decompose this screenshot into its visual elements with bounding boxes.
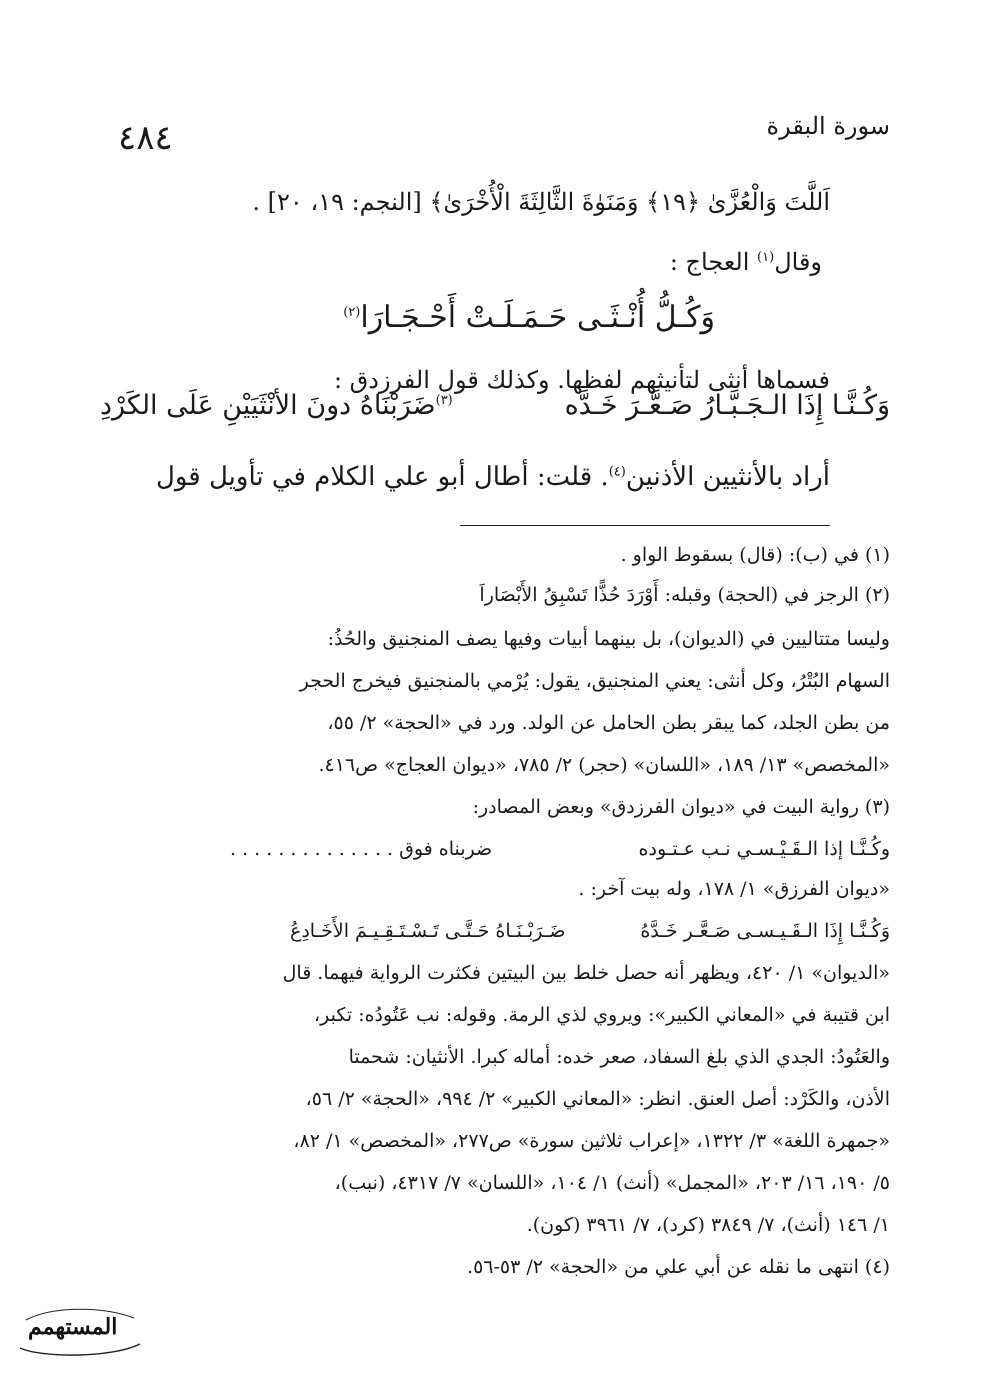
verse-text: وَكُـلُّ أُنْـثَـى حَـمَـلَـتْ أَحْـجَـارَا bbox=[360, 300, 715, 335]
verse-second-hemistich: ضَـرَبْـنَـاهُ حَـتَّـى تَـسْـتَـقِـيـمَ الأَخَـادِعُ bbox=[290, 920, 566, 942]
text-line-said bbox=[670, 248, 822, 277]
seal-lettering: المستهمم bbox=[28, 1314, 118, 1340]
footnote-3-line: «ديوان الفرزق» ١/ ١٧٨، وله بيت آخر: . bbox=[578, 878, 890, 900]
text-fragment: وقال bbox=[774, 248, 822, 276]
text-fragment: العجاج : bbox=[669, 248, 758, 276]
footnote-3-line: والعَتُودُ: الجدي الذي بلغ السفاد، صعر خده: أماله كبرا. الأنثيان: شحمتا bbox=[348, 1046, 890, 1068]
footnote-3-line: «الديوان» ١/ ٤٢٠، ويظهر أنه حصل خلط بين البيتين فكثرت الرواية فيهما. قال bbox=[282, 962, 890, 984]
verse-text: ضَرَبْنَاهُ دونَ الأنْثَيَيْنِ عَلَى الكَرْدِ bbox=[100, 390, 436, 421]
poetry-verse-farazdaq bbox=[100, 390, 890, 450]
footnote-ref-2: (٢) bbox=[343, 305, 361, 320]
verse-first-hemistich: وَكُـنَّـا إِذَا الـقَـيـسـى صَـعَّـر خَـدَّهُ bbox=[640, 920, 890, 942]
footnote-3-line: ٥/ ١٩٠، ١٦/ ٢٠٣، «المجمل» (أنث) ١/ ١٠٤، «اللسان» ٧/ ٤٣١٧، (نبب)، bbox=[334, 1172, 890, 1194]
text-line-farazdaq: فسماها أنثى لتأنيثهم لفظها. وكذلك قول الفرزدق : bbox=[333, 366, 830, 394]
footnote-2-line: السهام البُتْرُ، وكل أنثى: يعني المنجنيق، يقول: يُرْمي بالمنجنيق فيخرج الحجر bbox=[299, 670, 890, 692]
verse-second-hemistich bbox=[100, 390, 453, 422]
footnote-separator bbox=[460, 525, 830, 526]
verse-first-hemistich: وَكُـنَّـا إِذَا الـجَـبَّـارُ صَـعَّـرَ خَـدَّه bbox=[564, 390, 890, 421]
footnote-1: (١) في (ب): (قال) بسقوط الواو . bbox=[620, 544, 890, 566]
footnote-ref-1: (١) bbox=[757, 250, 775, 265]
footnote-3-line: ١/ ١٤٦ (أنث)، ٧/ ٣٨٤٩ (كرد)، ٧/ ٣٩٦١ (كون). bbox=[526, 1214, 890, 1236]
running-header-surah-title: سورة البقرة bbox=[766, 112, 890, 140]
verse-first-hemistich: وكُـنَّـا إذا الـقَـيْـسـي نـب عـتـوده bbox=[638, 838, 890, 860]
footnote-ref-4: (٤) bbox=[608, 464, 626, 480]
page-number: ٤٨٤ bbox=[118, 118, 173, 158]
quran-quote-line: اَللَّتَ وَالْعُزَّىٰ ﴿١٩﴾ وَمَنَوٰةَ الثَّالِثَةَ الْأُخْرَىٰ﴾ [النجم: ١٩، ٢٠] . bbox=[252, 188, 830, 216]
footnote-2-line: «المخصص» ١٣/ ١٨٩، «اللسان» (حجر) ٢/ ٧٨٥، «ديوان العجاج» ص٤١٦. bbox=[318, 754, 890, 776]
text-fragment: . قلت: أطال أبو علي الكلام في تأويل قول bbox=[155, 462, 609, 492]
text-line-unthayain bbox=[156, 462, 830, 493]
footnote-2-line: (٢) الرجز في (الحجة) وقبله: أَوْرَدَ حُذًّا تَسْبِقُ الأَبْصَاراَ bbox=[479, 584, 890, 606]
footnote-ref-3: (٣) bbox=[435, 393, 453, 408]
verse-second-hemistich: ضربناه فوق . . . . . . . . . . . . . . bbox=[230, 838, 493, 860]
footnote-3-line: (٣) رواية البيت في «ديوان الفرزدق» وبعض المصادر: bbox=[472, 796, 890, 818]
footnote-4: (٤) انتهى ما نقله عن أبي علي من «الحجة» ٢/ ٥٣-٥٦. bbox=[467, 1256, 890, 1278]
footnote-2-line: وليسا متتاليين في (الديوان)، بل بينهما أبيات وفيها يصف المنجنيق والحُذُ: bbox=[327, 628, 890, 650]
poetry-verse-ajjaj bbox=[343, 300, 715, 336]
footnote-3-line: «جمهرة اللغة» ٣/ ١٣٢٢، «إعراب ثلاثين سورة» ص٢٧٧، «المخصص» ١/ ٨٢، bbox=[293, 1130, 890, 1152]
footnote-3-line: ابن قتيبة في «المعاني الكبير»: ويروي لذي الرمة. وقوله: نب عَتُودُه: تكبر، bbox=[314, 1004, 890, 1026]
footnote-2-line: من بطن الجلد، كما يبقر بطن الحامل عن الولد. ورد في «الحجة» ٢/ ٥٥، bbox=[327, 712, 890, 734]
text-fragment: أراد بالأنثيين الأذنين bbox=[625, 462, 830, 492]
footnote-3-line: الأذن، والكَرْد: أصل العنق. انظر: «المعاني الكبير» ٢/ ٩٩٤، «الحجة» ٢/ ٥٦، bbox=[305, 1088, 890, 1110]
